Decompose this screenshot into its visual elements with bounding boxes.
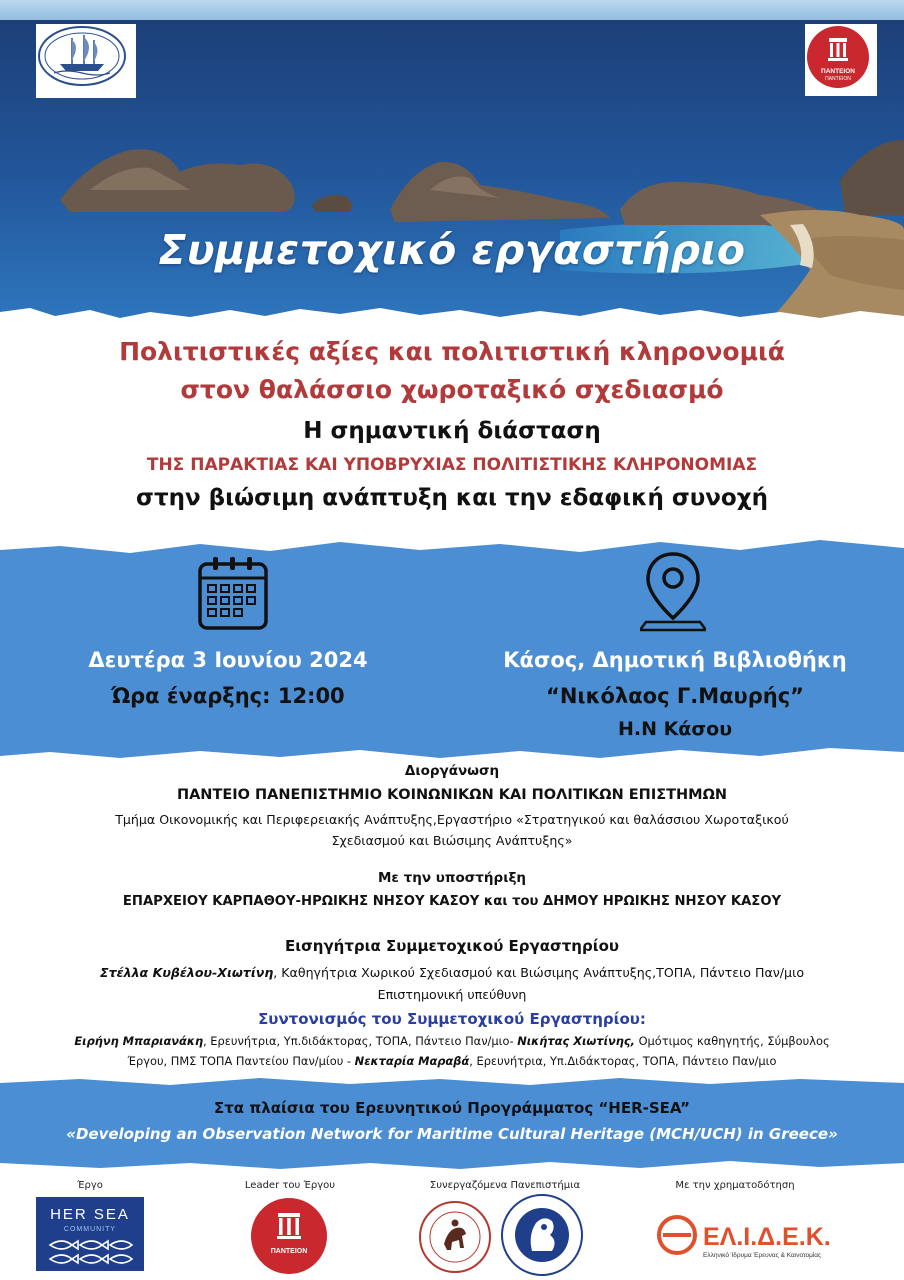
headline-line-5: στην βιώσιμη ανάπτυξη και την εδαφική συνοχή bbox=[136, 485, 768, 511]
program-band bbox=[0, 1075, 904, 1175]
coordinator-3-name: Νεκταρία Μαραβά bbox=[354, 1054, 470, 1068]
speaker-role: Επιστημονική υπεύθυνη bbox=[377, 987, 527, 1002]
coordinator-2-description-cont: Έργου, ΠΜΣ ΤΟΠΑ Παντείου Παν/μίου - bbox=[127, 1054, 355, 1068]
event-place-line-1: Κάσος, Δημοτική Βιβλιοθήκη bbox=[503, 648, 847, 672]
panteion-logo-top bbox=[805, 24, 877, 96]
thessaly-university-logo bbox=[418, 1200, 492, 1274]
headline-line-1: Πολιτιστικές αξίες και πολιτιστική κληρονομιά bbox=[119, 337, 785, 366]
aegean-university-logo bbox=[500, 1193, 584, 1277]
elidek-logo bbox=[655, 1212, 835, 1260]
support-text: ΕΠΑΡΧΕΙΟΥ ΚΑΡΠΑΘΟΥ-ΗΡΩΙΚΗΣ ΝΗΣΟΥ ΚΑΣΟΥ και του ΔΗΜΟΥ ΗΡΩΙΚΗΣ ΝΗΣΟΥ ΚΑΣΟΥ bbox=[122, 894, 782, 909]
partner-label-collab: Συνεργαζόμενα Πανεπιστήμια bbox=[429, 1180, 581, 1191]
partner-label-project: Έργο bbox=[77, 1180, 103, 1191]
speaker-line bbox=[0, 965, 904, 980]
headline-line-4: ΤΗΣ ΠΑΡΑΚΤΙΑΣ ΚΑΙ ΥΠΟΒΡΥΧΙΑΣ ΠΟΛΙΤΙΣΤΙΚΗΣ ΚΛΗΡΟΝΟΜΙΑΣ bbox=[146, 455, 758, 475]
panteion-top-logo-text-latin: ΠΑΝΤΕΙΟΝ bbox=[825, 76, 851, 82]
event-place-line-3: Η.Ν Κάσου bbox=[617, 718, 733, 740]
organizer-name: ΠΑΝΤΕΙΟ ΠΑΝΕΠΙΣΤΗΜΙΟ ΚΟΙΝΩΝΙΚΩΝ ΚΑΙ ΠΟΛΙΤΙΚΩΝ ΕΠΙΣΤΗΜΩΝ bbox=[176, 787, 728, 803]
panteion-logo-bottom bbox=[250, 1197, 328, 1275]
panteion-emblem-icon bbox=[805, 24, 871, 90]
speaker-name: Στέλλα Κυβέλου-Χιωτίνη bbox=[99, 965, 274, 980]
organizer-dept-line-2: Σχεδιασμού και Βιώσιμης Ανάπτυξης» bbox=[331, 833, 573, 848]
panteion-bottom-logo-text: ΠΑΝΤΕΙΟΝ bbox=[270, 1248, 308, 1255]
panteion-top-logo-text: ΠΑΝΤΕΙΟΝ bbox=[821, 68, 855, 75]
coordination-line-2 bbox=[0, 1054, 904, 1068]
hersea-logo-subtitle: COMMUNITY bbox=[63, 1226, 117, 1233]
calendar-icon bbox=[197, 554, 271, 632]
elidek-logo-subtitle: Ελληνικό Ίδρυμα Έρευνας & Καινοτομίας bbox=[703, 1252, 822, 1259]
headline-line-3: Η σημαντική διάσταση bbox=[303, 418, 601, 444]
ship-logo bbox=[36, 24, 136, 98]
elidek-logo-text: ΕΛ.Ι.Δ.Ε.Κ. bbox=[703, 1223, 831, 1251]
organizer-heading: Διοργάνωση bbox=[404, 763, 500, 779]
coordinator-1-description: , Ερευνήτρια, Υπ.διδάκτορας, ΤΟΠΑ, Πάντειο Παν/μιο- bbox=[203, 1034, 518, 1048]
speaker-description: , Καθηγήτρια Χωρικού Σχεδιασμού και Βιώσιμης Ανάπτυξης,ΤΟΠΑ, Πάντειο Παν/μιο bbox=[273, 965, 805, 980]
ship-seal-icon bbox=[36, 24, 128, 90]
program-line-1: Στα πλαίσια του Ερευνητικού Προγράμματος “HER-SEA” bbox=[213, 1099, 691, 1117]
event-time: Ώρα έναρξης: 12:00 bbox=[111, 684, 345, 708]
coordinator-3-description: , Ερευνήτρια, Υπ.Διδάκτορας, ΤΟΠΑ, Πάντειο Παν/μιο bbox=[469, 1054, 777, 1068]
speaker-heading: Εισηγήτρια Συμμετοχικού Εργαστηρίου bbox=[285, 937, 619, 955]
headline-line-2: στον θαλάσσιο χωροταξικό σχεδιασμό bbox=[180, 375, 724, 404]
location-pin-icon bbox=[640, 550, 706, 632]
coordination-heading: Συντονισμός του Συμμετοχικού Εργαστηρίου: bbox=[258, 1010, 646, 1028]
event-band bbox=[0, 520, 904, 770]
organizer-dept-line-1: Τμήμα Οικονομικής και Περιφερειακής Ανάπτυξης,Εργαστήριο «Στρατηγικού και θαλάσσιου Χωροταξικού bbox=[115, 812, 789, 827]
event-place-line-2: “Νικόλαος Γ.Μαυρής” bbox=[546, 684, 804, 708]
hero-title: Συμμετοχικό εργαστήριο bbox=[158, 226, 746, 274]
event-date: Δευτέρα 3 Ιουνίου 2024 bbox=[88, 648, 368, 672]
hero-photo bbox=[0, 0, 904, 330]
partner-label-leader: Leader του Έργου bbox=[244, 1180, 336, 1191]
coordinator-2-description: Ομότιμος καθηγητής, Σύμβουλος bbox=[634, 1034, 830, 1048]
torn-paper-edge bbox=[0, 290, 904, 340]
hersea-logo-title: HER SEA bbox=[50, 1206, 130, 1223]
support-heading: Με την υποστήριξη bbox=[377, 870, 527, 886]
coordinator-1-name: Ειρήνη Μπαριανάκη bbox=[74, 1034, 204, 1048]
partner-label-funding: Με την χρηματοδότηση bbox=[675, 1180, 795, 1191]
coordination-line-1 bbox=[0, 1034, 904, 1048]
program-line-2: «Developing an Observation Network for Maritime Cultural Heritage (MCH/UCH) in Greece» bbox=[66, 1125, 838, 1143]
hersea-logo bbox=[36, 1197, 144, 1271]
coordinator-2-name: Νικήτας Χιωτίνης, bbox=[517, 1034, 635, 1048]
